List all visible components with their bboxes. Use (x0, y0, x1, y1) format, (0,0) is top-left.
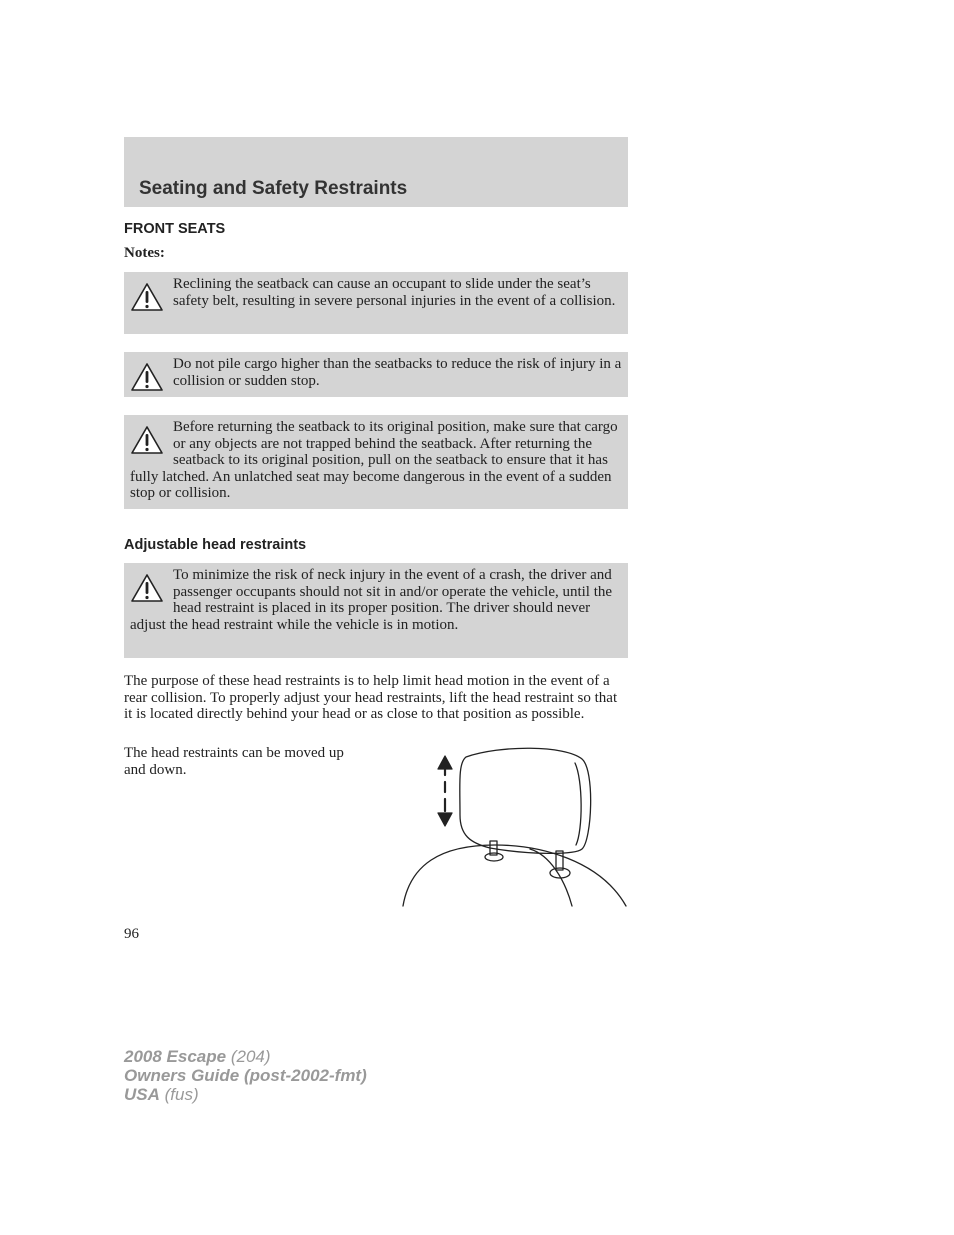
footer-line-2 (124, 1066, 367, 1085)
warning-box (124, 352, 628, 397)
footer-model-code: (204) (230, 1047, 271, 1066)
footer-market-code: (fus) (164, 1085, 199, 1104)
warning-box (124, 563, 628, 658)
warning-triangle-icon (130, 425, 164, 455)
head-restraints-heading: Adjustable head restraints (124, 537, 307, 553)
footer (124, 1047, 367, 1104)
warning-triangle-icon (130, 362, 164, 392)
warning-box (124, 272, 628, 334)
notes-label: Notes: (124, 245, 165, 261)
footer-market: USA (124, 1085, 160, 1104)
warning-text: Reclining the seatback can cause an occupant to slide under the seat’s safety belt, resulting in severe personal injuries in the event of a collision. (173, 276, 616, 309)
warning-box (124, 415, 628, 509)
body-paragraph: The purpose of these head restraints is to help limit head motion in the event of a rear collision. To properly adjust your head restraints, lift the head restraint so that it is located directly behind your head or as close to that position as possible. (124, 673, 618, 722)
illustration-caption: The head restraints can be moved up and down. (124, 745, 344, 778)
warning-text: To minimize the risk of neck injury in the event of a crash, the driver and passenger occupants should not sit in and/or operate the vehicle, until the head restraint is placed in its proper position. The driver should never adjust the head restraint while the vehicle is in motion. (130, 567, 613, 633)
footer-line-3 (124, 1085, 367, 1104)
head-restraint-illustration (400, 745, 630, 910)
footer-guide: Owners Guide (post-2002-fmt) (124, 1066, 367, 1085)
front-seats-heading: FRONT SEATS (124, 221, 226, 237)
section-title: Seating and Safety Restraints (139, 178, 408, 199)
warning-text: Do not pile cargo higher than the seatbacks to reduce the risk of injury in a collision or sudden stop. (173, 356, 622, 389)
warning-text: Before returning the seatback to its original position, make sure that cargo or any objects are not trapped behind the seatback. After returning the seatback to its original position, pull on the seatback to ensure that it has fully latched. An unlatched seat may become dangerous in the event of a sudden stop or collision. (130, 419, 618, 501)
warning-triangle-icon (130, 573, 164, 603)
page-number: 96 (124, 926, 139, 942)
footer-line-1 (124, 1047, 367, 1066)
up-down-arrow-icon (438, 756, 452, 826)
footer-model: 2008 Escape (124, 1047, 227, 1066)
warning-triangle-icon (130, 282, 164, 312)
